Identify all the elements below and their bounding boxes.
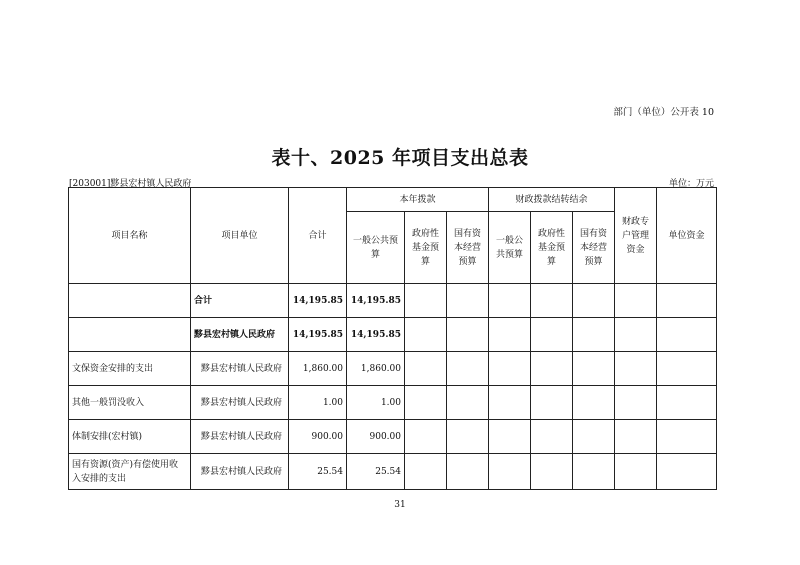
header-state-capital-budget: 国有资本经营预算 (447, 212, 489, 284)
project-expenditure-table (68, 187, 717, 490)
cell-name: 其他一般罚没收入 (69, 386, 191, 420)
page-title: 表十、2025 年项目支出总表 (271, 147, 529, 169)
cell-unit: 黟县宏村镇人民政府 (191, 420, 289, 454)
header-project-name: 项目名称 (69, 188, 191, 284)
cell-empty (405, 386, 447, 420)
cell-empty (615, 386, 657, 420)
cell-unit: 黟县宏村镇人民政府 (191, 454, 289, 490)
cell-unit: 黟县宏村镇人民政府 (191, 352, 289, 386)
table-row (69, 454, 717, 490)
cell-empty (447, 454, 489, 490)
cell-empty (573, 420, 615, 454)
cell-empty (489, 454, 531, 490)
cell-empty (573, 284, 615, 318)
cell-empty (531, 318, 573, 352)
header-carryover-fund-budget: 政府性基金预算 (531, 212, 573, 284)
header-current-year-allocation: 本年拨款 (347, 188, 489, 212)
cell-general-budget: 25.54 (347, 454, 405, 490)
header-carryover: 财政拨款结转结余 (489, 188, 615, 212)
cell-empty (573, 318, 615, 352)
reporting-unit: [203001]黟县宏村镇人民政府 (69, 179, 192, 189)
cell-total: 14,195.85 (289, 318, 347, 352)
cell-name: 国有资源(资产)有偿使用收入安排的支出 (69, 454, 191, 490)
cell-name: 体制安排(宏村镇) (69, 420, 191, 454)
cell-empty (489, 352, 531, 386)
cell-general-budget: 14,195.85 (347, 318, 405, 352)
page-number: 31 (394, 500, 406, 510)
cell-empty (573, 454, 615, 490)
cell-empty (573, 352, 615, 386)
header-special-account: 财政专户管理资金 (615, 188, 657, 284)
cell-empty (657, 386, 717, 420)
cell-empty (657, 420, 717, 454)
table-row (69, 386, 717, 420)
cell-name (69, 284, 191, 318)
header-project-unit: 项目单位 (191, 188, 289, 284)
header-carryover-state-capital-budget: 国有资本经营预算 (573, 212, 615, 284)
cell-empty (405, 318, 447, 352)
cell-general-budget: 1,860.00 (347, 352, 405, 386)
cell-empty (615, 352, 657, 386)
cell-empty (615, 284, 657, 318)
currency-unit: 单位：万元 (668, 179, 714, 189)
cell-empty (405, 454, 447, 490)
cell-total: 1,860.00 (289, 352, 347, 386)
cell-unit: 合计 (191, 284, 289, 318)
cell-empty (531, 420, 573, 454)
cell-empty (489, 284, 531, 318)
cell-empty (489, 420, 531, 454)
cell-empty (615, 454, 657, 490)
table-row-total (69, 284, 717, 318)
table-row (69, 420, 717, 454)
cell-empty (531, 386, 573, 420)
cell-empty (405, 352, 447, 386)
cell-empty (405, 284, 447, 318)
cell-unit: 黟县宏村镇人民政府 (191, 318, 289, 352)
header-general-budget: 一般公共预算 (347, 212, 405, 284)
cell-total: 14,195.85 (289, 284, 347, 318)
cell-empty (489, 386, 531, 420)
cell-empty (531, 352, 573, 386)
document-label: 部门（单位）公开表 10 (613, 107, 714, 118)
cell-empty (615, 420, 657, 454)
cell-name (69, 318, 191, 352)
cell-general-budget: 900.00 (347, 420, 405, 454)
cell-empty (447, 420, 489, 454)
cell-total: 900.00 (289, 420, 347, 454)
cell-unit: 黟县宏村镇人民政府 (191, 386, 289, 420)
table-row-unit-subtotal (69, 318, 717, 352)
cell-general-budget: 14,195.85 (347, 284, 405, 318)
cell-empty (405, 420, 447, 454)
cell-empty (447, 386, 489, 420)
cell-empty (447, 352, 489, 386)
cell-empty (615, 318, 657, 352)
cell-empty (531, 284, 573, 318)
cell-empty (531, 454, 573, 490)
header-unit-funds: 单位资金 (657, 188, 717, 284)
table-row (69, 352, 717, 386)
header-fund-budget: 政府性基金预算 (405, 212, 447, 284)
header-carryover-general-budget: 一般公共预算 (489, 212, 531, 284)
cell-empty (447, 284, 489, 318)
cell-name: 文保资金安排的支出 (69, 352, 191, 386)
cell-empty (657, 318, 717, 352)
header-row-1 (69, 188, 717, 212)
cell-empty (657, 352, 717, 386)
cell-total: 25.54 (289, 454, 347, 490)
cell-empty (489, 318, 531, 352)
cell-total: 1.00 (289, 386, 347, 420)
cell-empty (657, 454, 717, 490)
cell-empty (447, 318, 489, 352)
cell-general-budget: 1.00 (347, 386, 405, 420)
cell-empty (657, 284, 717, 318)
cell-empty (573, 386, 615, 420)
header-total: 合计 (289, 188, 347, 284)
